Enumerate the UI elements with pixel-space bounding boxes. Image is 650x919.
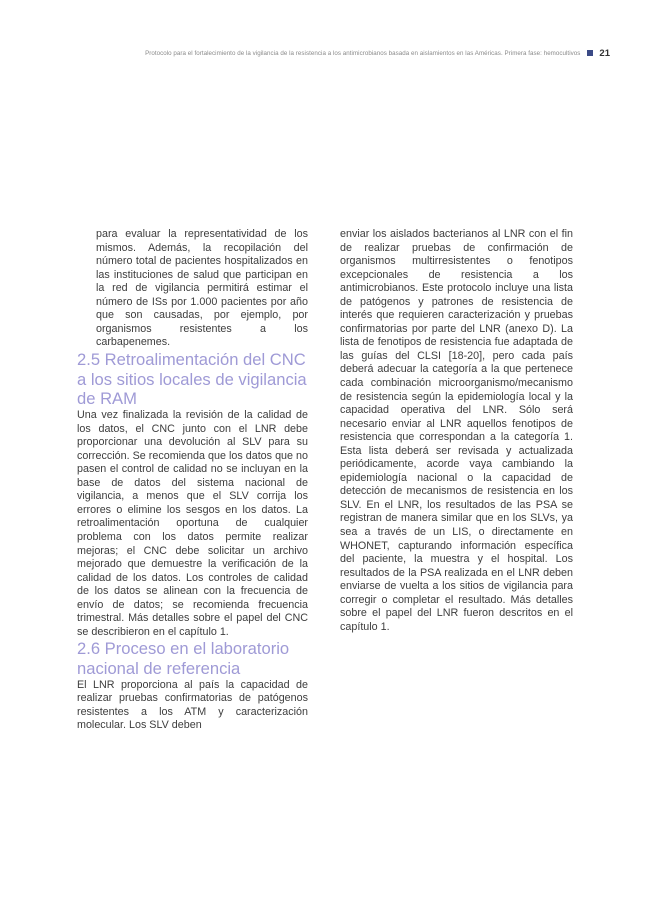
- running-title: Protocolo para el fortalecimiento de la vigilancia de la resistencia a los antimicrobianos basada en aislamientos en las Américas. Primera fase: hemocultivos: [145, 49, 581, 57]
- section-2-6-paragraph: El LNR proporciona al país la capacidad de realizar pruebas confirmatorias de patógenos resistentes a los ATM y caracterización molecular. Los SLV deben: [77, 678, 308, 732]
- section-2-5-heading: 2.5 Retroalimentación del CNC a los sitios locales de vigilancia de RAM: [77, 349, 307, 409]
- intro-paragraph: para evaluar la representatividad de los mismos. Además, la recopilación del número total de pacientes hospitalizados en las instituciones de salud que participan en la red de vigilancia permitirá estimar el número de ISs por 1.000 pacientes por año que son causadas, por ejemplo, por organismos resistentes a los carbapenemes.: [96, 228, 308, 349]
- left-column: [77, 228, 308, 733]
- section-2-6-heading: 2.6 Proceso en el laboratorio nacional de referencia: [77, 639, 290, 679]
- section-2-5-paragraph: Una vez finalizada la revisión de la calidad de los datos, el CNC junto con el LNR debe proporcionar una devolución al SLV para su corrección. Se recomienda que los datos que no pasen el control de calidad no se incluyan en la base de datos del sistema nacional de vigilancia, a menos que el SLV corrija los errores o elimine los sesgos en los datos. La retroalimentación oportuna de cualquier problema con los datos permite realizar mejoras; el CNC debe solicitar un archivo mejorado que demuestre la verificación de la calidad de los datos. Los controles de calidad de los datos se alinean con la frecuencia de envío de datos; se recomienda frecuencia trimestral. Más detalles sobre el papel del CNC se describieron en el capítulo 1.: [77, 409, 308, 638]
- page-header: [50, 47, 610, 59]
- right-column-paragraph: enviar los aislados bacterianos al LNR con el fin de realizar pruebas de confirmación de organismos multirresistentes o fenotipos excepcionales de resistencia a los antimicrobianos. Este protocolo incluye una lista de patógenos y patrones de resistencia de interés que requieren caracterización y pruebas confirmatorias por parte del LNR (anexo D). La lista de fenotipos de resistencia fue adaptada de las guías del CLSI [18-20], pero cada país deberá adecuar la categoría a la que pertenece cada combinación microorganismo/mecanismo de resistencia según la epidemiología local y la capacidad operativa del LNR. Sólo será necesario enviar al LNR aquellos fenotipos de resistencia que correspondan a la categoría 1. Esta lista deberá ser revisada y actualizada periódicamente, acorde vaya cambiando la epidemiología nacional o la capacidad de detección de mecanismos de resistencia en los SLV. En el LNR, los resultados de las PSA se registran de manera similar que en los SLVs, ya sea a través de un LIS, o directamente en WHONET, capturando información específica del paciente, la muestra y el hospital. Los resultados de la PSA realizada en el LNR deben enviarse de vuelta a los sitios de vigilancia para corregir o completar el resultado. Más detalles sobre el papel del LNR fueron descritos en el capítulo 1.: [340, 228, 573, 633]
- page-number: 21: [599, 47, 610, 59]
- header-square-marker: [587, 50, 593, 56]
- right-column: [340, 228, 573, 634]
